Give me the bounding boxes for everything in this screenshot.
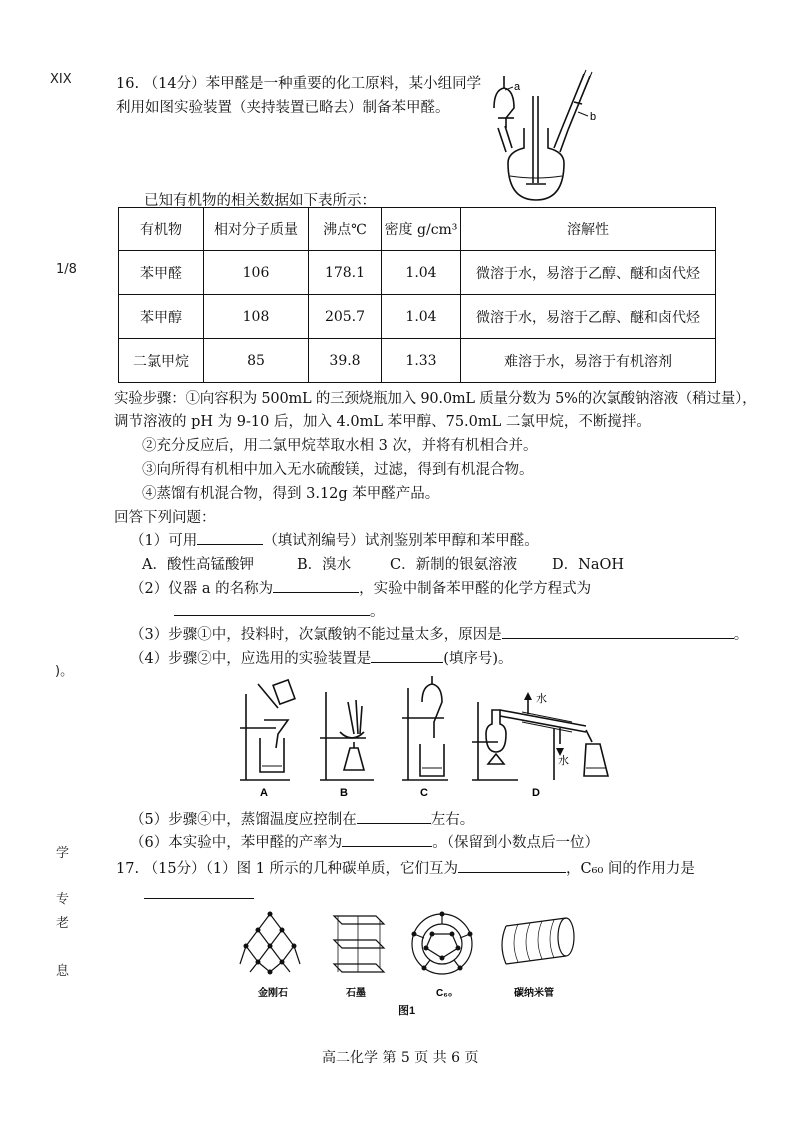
label-diamond: 金刚石 <box>258 988 288 999</box>
part5-post: 左右。 <box>430 812 475 828</box>
step4: ④蒸馏有机混合物，得到 3.12g 苯甲醛产品。 <box>142 486 440 502</box>
label-nanotube: 碳纳米管 <box>514 988 554 999</box>
table-row <box>119 295 716 339</box>
option-d: D．NaOH <box>552 557 624 573</box>
answer-blank-2a[interactable] <box>273 578 359 593</box>
part4 <box>130 647 513 668</box>
answer-blank-4[interactable] <box>371 648 443 663</box>
part6 <box>130 831 599 852</box>
water-in-label: 水 <box>558 755 569 767</box>
cell-mass: 85 <box>204 339 309 383</box>
answer-blank-6[interactable] <box>342 832 432 847</box>
q17-line <box>116 857 695 878</box>
cell-density: 1.33 <box>382 339 461 383</box>
part6-post: 。（保留到小数点后一位） <box>432 835 599 851</box>
cell-bp: 39.8 <box>309 339 382 383</box>
part2-pre: （2）仪器 a 的名称为 <box>130 581 274 597</box>
margin-note-side3: 老 <box>56 916 70 931</box>
th-boiling-point: 沸点℃ <box>309 208 382 251</box>
part5 <box>130 808 474 829</box>
label-a: a <box>514 81 521 93</box>
label-b: b <box>590 111 597 123</box>
table-row <box>119 339 716 383</box>
label-c60: C₆₀ <box>436 988 453 999</box>
q16-intro-line2: 利用如图实验装置（夹持装置已略去）制备苯甲醛。 <box>116 100 450 116</box>
step2: ②充分反应后，用二氯甲烷萃取水相 3 次，并将有机相合并。 <box>142 438 538 454</box>
option-c: C．新制的银氨溶液 <box>390 557 518 573</box>
th-molar-mass: 相对分子质量 <box>204 208 309 251</box>
setup-d-distillation <box>472 700 608 780</box>
c60-structure <box>412 914 472 974</box>
cell-mass: 106 <box>204 251 309 295</box>
table-header-row <box>119 208 716 251</box>
organic-data-table <box>118 207 716 383</box>
graphite-structure <box>334 916 384 972</box>
margin-note-paren: )。 <box>55 664 74 679</box>
part3 <box>130 623 748 644</box>
label-graphite: 石墨 <box>346 988 366 999</box>
th-solubility: 溶解性 <box>461 208 716 251</box>
table-row <box>119 251 716 295</box>
cell-bp: 178.1 <box>309 251 382 295</box>
cell-name: 苯甲醛 <box>119 251 204 295</box>
answer-blank-17a[interactable] <box>458 858 566 873</box>
setup-label-a: A <box>260 787 268 799</box>
q16-intro-line1: 16. （14分）苯甲醛是一种重要的化工原料，某小组同学 <box>116 76 482 92</box>
margin-note-side2: 专 <box>56 892 70 907</box>
cell-solubility: 难溶于水，易溶于有机溶剂 <box>461 339 716 383</box>
carbon-allotropes-figure <box>236 906 576 1006</box>
margin-note-side1: 学 <box>56 846 70 861</box>
margin-note-page: 1/8 <box>56 262 77 277</box>
margin-note-top: XIX <box>50 72 72 87</box>
part4-pre: （4）步骤②中，应选用的实验装置是 <box>130 651 372 667</box>
table-caption: 已知有机物的相关数据如下表所示： <box>144 193 376 209</box>
th-density: 密度 g/cm³ <box>382 208 461 251</box>
step3: ③向所得有机相中加入无水硫酸镁，过滤，得到有机混合物。 <box>142 462 534 478</box>
answer-blank-17b[interactable] <box>144 884 254 899</box>
diamond-structure <box>240 914 300 972</box>
part1-pre: （1）可用 <box>130 533 198 549</box>
step1-line2: 调节溶液的 pH 为 9-10 后，加入 4.0mL 苯甲醇、75.0mL 二氯甲烷，不断搅拌。 <box>114 414 651 430</box>
answer-blank-3[interactable] <box>502 624 734 639</box>
figure-caption: 图1 <box>398 1005 416 1017</box>
cell-name: 二氯甲烷 <box>119 339 204 383</box>
th-compound: 有机物 <box>119 208 204 251</box>
page-footer: 高二化学 第 5 页 共 6 页 <box>322 1050 479 1066</box>
cell-bp: 205.7 <box>309 295 382 339</box>
part6-pre: （6）本实验中，苯甲醛的产率为 <box>130 835 343 851</box>
cell-solubility: 微溶于水，易溶于乙醇、醚和卤代烃 <box>461 251 716 295</box>
water-out-label: 水 <box>536 693 547 705</box>
part2-end: 。 <box>370 604 385 620</box>
part1 <box>130 529 539 550</box>
three-neck-flask-apparatus <box>488 68 600 204</box>
cell-name: 苯甲醇 <box>119 295 204 339</box>
part2-equation <box>174 600 385 621</box>
setup-label-b: B <box>340 787 348 799</box>
cell-density: 1.04 <box>382 251 461 295</box>
margin-note-side4: 息 <box>56 964 70 979</box>
answer-blank-5[interactable] <box>357 809 431 824</box>
setup-label-c: C <box>420 787 428 799</box>
setup-label-d: D <box>532 787 540 799</box>
step1-line1: 实验步骤：①向容积为 500mL 的三颈烧瓶加入 90.0mL 质量分数为 5%的次氯酸钠溶液（稍过量）， <box>114 391 757 407</box>
setup-c-separatory-funnel <box>402 676 448 780</box>
answer-intro: 回答下列问题： <box>114 510 216 526</box>
part1-post: （填试剂编号）试剂鉴别苯甲醇和苯甲醛。 <box>263 533 539 549</box>
q17-blank-line <box>144 884 254 903</box>
answer-blank-2b[interactable] <box>174 601 370 616</box>
part5-pre: （5）步骤④中，蒸馏温度应控制在 <box>130 812 357 828</box>
part2 <box>130 577 591 598</box>
answer-blank-1[interactable] <box>197 530 263 545</box>
part2-post: ，实验中制备苯甲醛的化学方程式为 <box>359 581 592 597</box>
cell-solubility: 微溶于水，易溶于乙醇、醚和卤代烃 <box>461 295 716 339</box>
part4-post: (填序号)。 <box>443 651 513 667</box>
q17-mid: ，C₆₀ 间的作用力是 <box>566 861 695 877</box>
part3-pre: （3）步骤①中，投料时，次氯酸钠不能过量太多，原因是 <box>130 627 502 643</box>
option-a: A．酸性高锰酸钾 <box>142 557 254 573</box>
q17-pre: 17. （15分）（1）图 1 所示的几种碳单质，它们互为 <box>116 861 459 877</box>
cell-mass: 108 <box>204 295 309 339</box>
setup-a-filtration <box>240 680 295 780</box>
nanotube-structure <box>502 918 574 964</box>
lab-setups-figure <box>236 672 616 800</box>
part3-end: 。 <box>733 627 749 643</box>
setup-b-evaporation <box>320 692 374 780</box>
cell-density: 1.04 <box>382 295 461 339</box>
option-b: B．溴水 <box>297 557 352 573</box>
